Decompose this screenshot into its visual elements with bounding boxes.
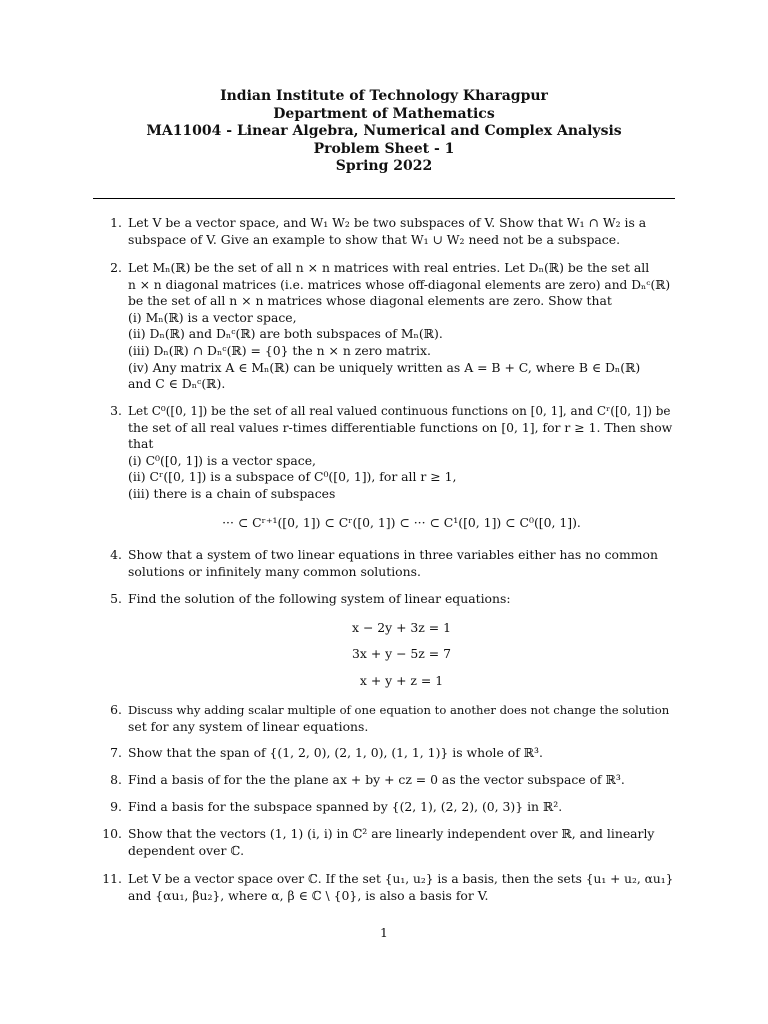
equation-1: x − 2y + 3z = 1 (352, 619, 451, 635)
problem-text-line: and C ∈ Dₙᶜ(ℝ). (128, 376, 226, 392)
problem-number: 9. (110, 799, 122, 814)
problem-text-line: Find a basis for the subspace spanned by {(2, 1), (2, 2), (0, 3)} in ℝ². (128, 799, 563, 814)
problem-number: 2. (110, 260, 122, 275)
problem-text-line: (iv) Any matrix A ∈ Mₙ(ℝ) can be uniquely written as A = B + C, where B ∈ Dₙ(ℝ) (128, 359, 641, 375)
problem-number: 10. (102, 826, 122, 841)
problem-text-line: (ii) Cʳ([0, 1]) is a subspace of C⁰([0, 1]), for all r ≥ 1, (128, 469, 457, 485)
problem-text-line: Discuss why adding scalar multiple of one equation to another does not change the solution (128, 703, 670, 717)
problem-number: 4. (110, 547, 122, 562)
problem-text-line: (iii) Dₙ(ℝ) ∩ Dₙᶜ(ℝ) = {0} the n × n zero matrix. (128, 342, 431, 358)
subspace-chain-display: ··· ⊂ Cʳ⁺¹([0, 1]) ⊂ Cʳ([0, 1]) ⊂ ··· ⊂ C¹([0, 1]) ⊂ C⁰([0, 1]). (222, 514, 581, 530)
problem-text-line: be the set of all n × n matrices whose diagonal elements are zero. Show that (128, 293, 612, 309)
problem-number: 7. (110, 745, 122, 760)
problem-11 (102, 871, 675, 904)
sheet-title: Problem Sheet - 1 (313, 140, 455, 157)
problem-text-line: solutions or infinitely many common solutions. (128, 563, 421, 579)
problem-2 (110, 260, 675, 393)
problem-text-line: Let Mₙ(ℝ) be the set of all n × n matrices with real entries. Let Dₙ(ℝ) be the set all (128, 260, 650, 275)
problem-7 (110, 745, 675, 762)
problem-text-line: Let C⁰([0, 1]) be the set of all real valued continuous functions on [0, 1], and Cʳ([0, 1]) be (128, 404, 671, 418)
header-divider (93, 198, 675, 199)
problem-text-line: Find the solution of the following system of linear equations: (128, 591, 511, 606)
problem-text-line: and {αu₁, βu₂}, where α, β ∈ ℂ \ {0}, is also a basis for V. (128, 887, 489, 903)
problem-text-line: Show that the span of {(1, 2, 0), (2, 1, 0), (1, 1, 1)} is whole of ℝ³. (128, 745, 543, 760)
problem-text-line: Let V be a vector space, and W₁ W₂ be two subspaces of V. Show that W₁ ∩ W₂ is a (128, 215, 647, 230)
problem-text-line: set for any system of linear equations. (128, 718, 369, 734)
problem-text-line: (ii) Dₙ(ℝ) and Dₙᶜ(ℝ) are both subspaces of Mₙ(ℝ). (128, 326, 443, 342)
problem-number: 1. (110, 215, 122, 230)
problem-text-line: Show that a system of two linear equations in three variables either has no common (128, 547, 658, 562)
problem-number: 8. (110, 772, 122, 787)
institute-name: Indian Institute of Technology Kharagpur (220, 88, 548, 104)
problem-text-line: (iii) there is a chain of subspaces (128, 485, 336, 501)
problem-number: 3. (110, 403, 122, 418)
problem-text-line: n × n diagonal matrices (i.e. matrices whose off-diagonal elements are zero) and Dₙᶜ(ℝ) (128, 277, 671, 292)
problem-number: 6. (110, 702, 122, 717)
problem-text-line: Let V be a vector space over ℂ. If the set {u₁, u₂} is a basis, then the sets {u₁ + u₂, αu₁} (128, 872, 674, 886)
department-name: Department of Mathematics (273, 105, 495, 122)
problem-text-line: dependent over ℂ. (128, 842, 245, 858)
problem-text-line: Find a basis of for the the plane ax + by + cz = 0 as the vector subspace of ℝ³. (128, 772, 625, 787)
problem-4 (110, 547, 675, 580)
problem-text-line: Show that the vectors (1, 1) (i, i) in ℂ² are linearly independent over ℝ, and linearly (128, 826, 655, 841)
term-label: Spring 2022 (335, 158, 433, 174)
problem-text-line: the set of all real values r-times differentiable functions on [0, 1], for r ≥ 1. Then show (128, 419, 673, 435)
problem-10 (102, 826, 675, 859)
problem-number: 5. (110, 591, 122, 606)
problem-5 (110, 591, 675, 689)
problem-3 (110, 403, 675, 531)
problem-text-line: (i) Mₙ(ℝ) is a vector space, (128, 309, 297, 325)
problem-1 (110, 215, 675, 248)
document-header (0, 88, 768, 176)
equation-2: 3x + y − 5z = 7 (352, 646, 451, 662)
problem-text-line: subspace of V. Give an example to show that W₁ ∪ W₂ need not be a subspace. (128, 231, 621, 247)
course-title: MA11004 - Linear Algebra, Numerical and Complex Analysis (146, 123, 622, 139)
problem-number: 11. (102, 871, 122, 886)
equation-3: x + y + z = 1 (359, 672, 444, 688)
problem-text-line: that (128, 436, 154, 452)
problem-8 (110, 772, 675, 789)
problem-6 (110, 702, 675, 735)
page-number: 1 (380, 925, 388, 940)
problem-9 (110, 799, 675, 816)
problem-text-line: (i) C⁰([0, 1]) is a vector space, (128, 452, 316, 468)
